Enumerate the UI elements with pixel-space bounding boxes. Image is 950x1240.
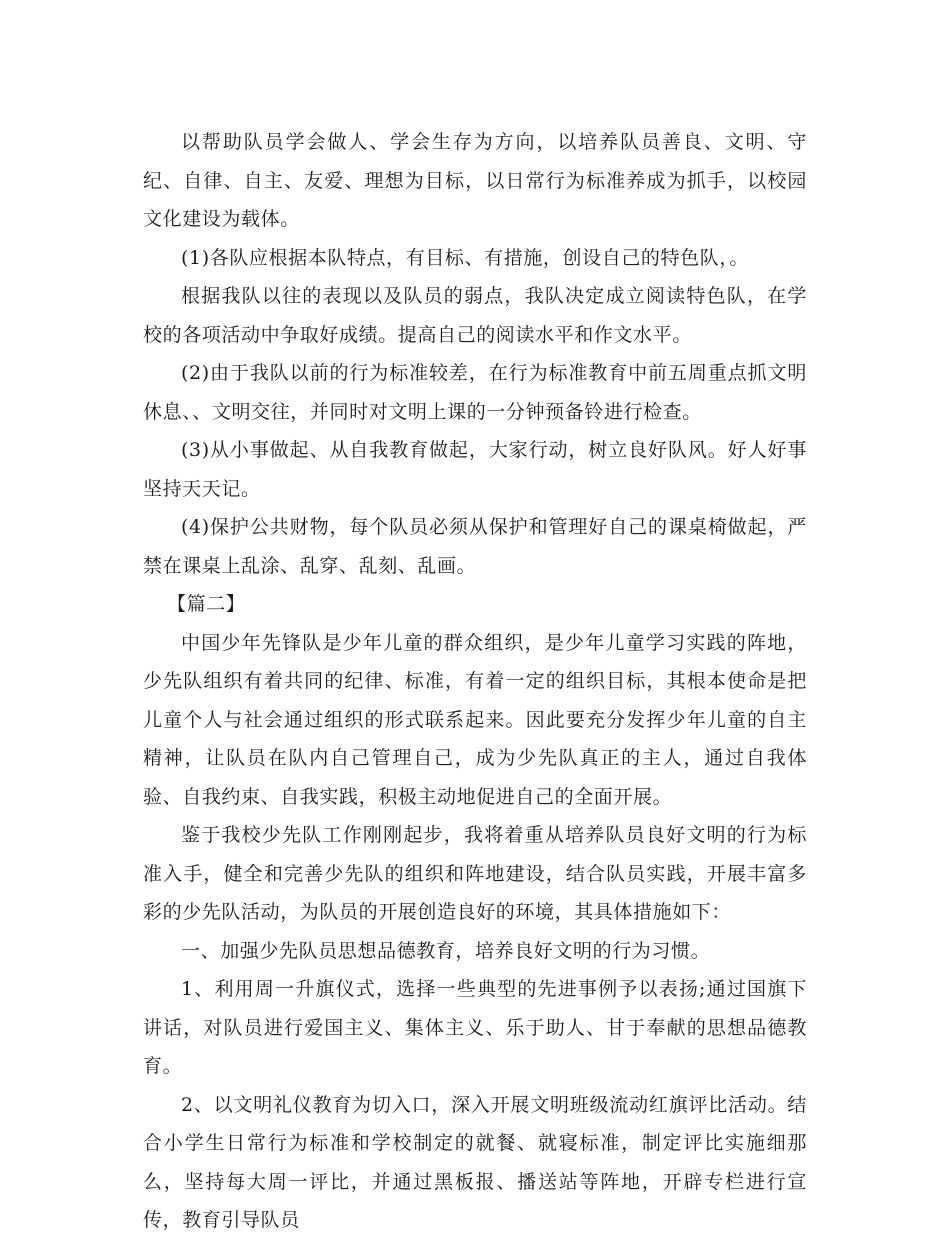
paragraph-mission: 以帮助队员学会做人、学会生存为方向，以培养队员善良、文明、守纪、自律、自主、友爱、理想为目标，以日常行为标准养成为抓手，以校园文化建设为载体。 (143, 131, 807, 230)
paragraph-intro: 中国少年先锋队是少年儿童的群众组织，是少年儿童学习实践的阵地，少先队组织有着共同的纪律、标准，有着一定的组织目标，其根本使命是把儿童个人与社会通过组织的形式联系起来。因此要充分发挥少年儿童的自主精神，让队员在队内自己管理自己，成为少先队真正的主人，通过自我体验、自我约束、自我实践，积极主动地促进自己的全面开展。 (143, 631, 807, 808)
paragraph-measure-1: 1、利用周一升旗仪式，选择一些典型的先进事例予以表扬;通过国旗下讲话，对队员进行爱国主义、集体主义、乐于助人、甘于奉献的思想品德教育。 (143, 978, 807, 1077)
paragraph-item-4: (4)保护公共财物，每个队员必须从保护和管理好自己的课桌椅做起，严禁在课桌上乱涂、乱穿、乱刻、乱画。 (143, 516, 807, 577)
paragraph-section-one: 一、加强少先队员思想品德教育，培养良好文明的行为习惯。 (181, 939, 711, 962)
section-heading: 【篇二】 (167, 593, 246, 615)
document-body (143, 123, 807, 1240)
paragraph-measure-2: 2、以文明礼仪教育为切入口，深入开展文明班级流动红旗评比活动。结合小学生日常行为标准和学校制定的就餐、就寝标准，制定评比实施细那么，坚持每大周一评比，并通过黑板报、播送站等阵地，开辟专栏进行宣传，教育引导队员 (143, 1093, 807, 1231)
paragraph-item-3: (3)从小事做起、从自我教育做起，大家行动，树立良好队风。好人好事坚持天天记。 (143, 439, 807, 500)
paragraph-item-2: (2)由于我队以前的行为标准较差，在行为标准教育中前五周重点抓文明休息、、文明交往，并同时对文明上课的一分钟预备铃进行检查。 (143, 362, 807, 423)
paragraph-reading-team: 根据我队以往的表现以及队员的弱点，我队决定成立阅读特色队，在学校的各项活动中争取好成绩。提高自己的阅读水平和作文水平。 (143, 285, 807, 346)
paragraph-approach: 鉴于我校少先队工作刚刚起步，我将着重从培养队员良好文明的行为标准入手，健全和完善少先队的组织和阵地建设，结合队员实践，开展丰富多彩的少先队活动，为队员的开展创造良好的环境，其具体措施如下： (143, 824, 807, 923)
paragraph-item-1: (1)各队应根据本队特点，有目标、有措施，创设自己的特色队，。 (181, 246, 750, 269)
